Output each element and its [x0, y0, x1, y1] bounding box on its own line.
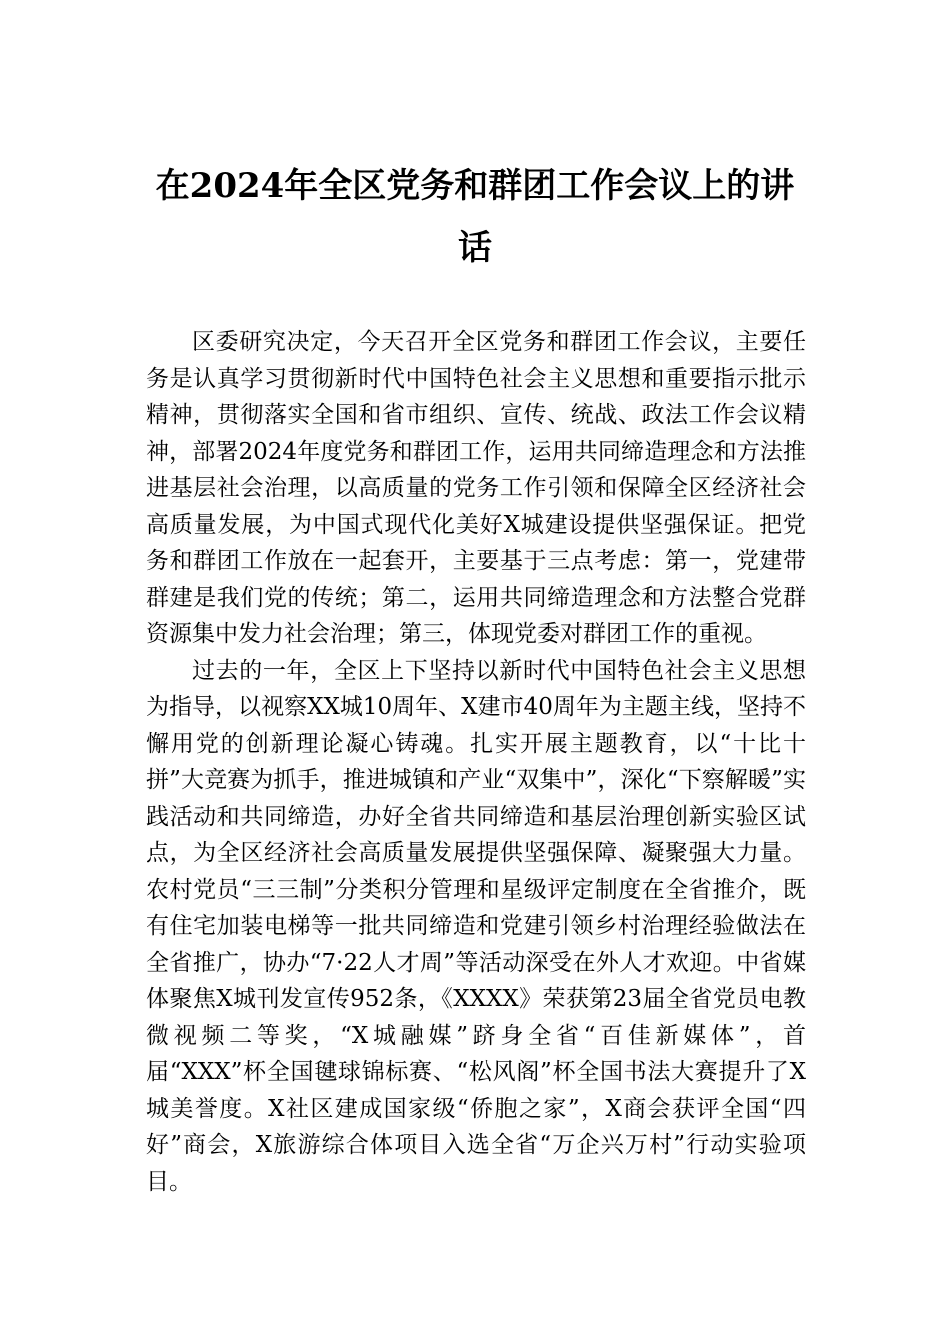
document-body: [146, 324, 806, 1200]
paragraph-2: 过去的一年，全区上下坚持以新时代中国特色社会主义思想为指导，以视察XX城10周年、X建市40周年为主题主线，坚持不懈用党的创新理论凝心铸魂。扎实开展主题教育，以“十比十拼”大竞赛为抓手，推进城镇和产业“双集中”，深化“下察解暖”实践活动和共同缔造，办好全省共同缔造和基层治理创新实验区试点，为全区经济社会高质量发展提供坚强保障、凝聚强大力量。农村党员“三三制”分类积分管理和星级评定制度在全省推介，既有住宅加装电梯等一批共同缔造和党建引领乡村治理经验做法在全省推广，协办“7·22人才周”等活动深受在外人才欢迎。中省媒体聚焦X城刊发宣传952条，《XXXX》荣获第23届全省党员电教微视频二等奖，“X城融媒”跻身全省“百佳新媒体”，首届“XXX”杯全国毽球锦标赛、“松风阁”杯全国书法大赛提升了X城美誉度。X社区建成国家级“侨胞之家”，X商会获评全国“四好”商会，X旅游综合体项目入选全省“万企兴万村”行动实验项目。: [146, 657, 806, 1195]
document-title: 在2024年全区党务和群团工作会议上的讲话: [155, 166, 795, 268]
paragraph-1: 区委研究决定，今天召开全区党务和群团工作会议，主要任务是认真学习贯彻新时代中国特色社会主义思想和重要指示批示精神，贯彻落实全国和省市组织、宣传、统战、政法工作会议精神，部署2024年度党务和群团工作，运用共同缔造理念和方法推进基层社会治理，以高质量的党务工作引领和保障全区经济社会高质量发展，为中国式现代化美好X城建设提供坚强保证。把党务和群团工作放在一起套开，主要基于三点考虑：第一，党建带群建是我们党的传统；第二，运用共同缔造理念和方法整合党群资源集中发力社会治理；第三，体现党委对群团工作的重视。: [146, 329, 806, 647]
